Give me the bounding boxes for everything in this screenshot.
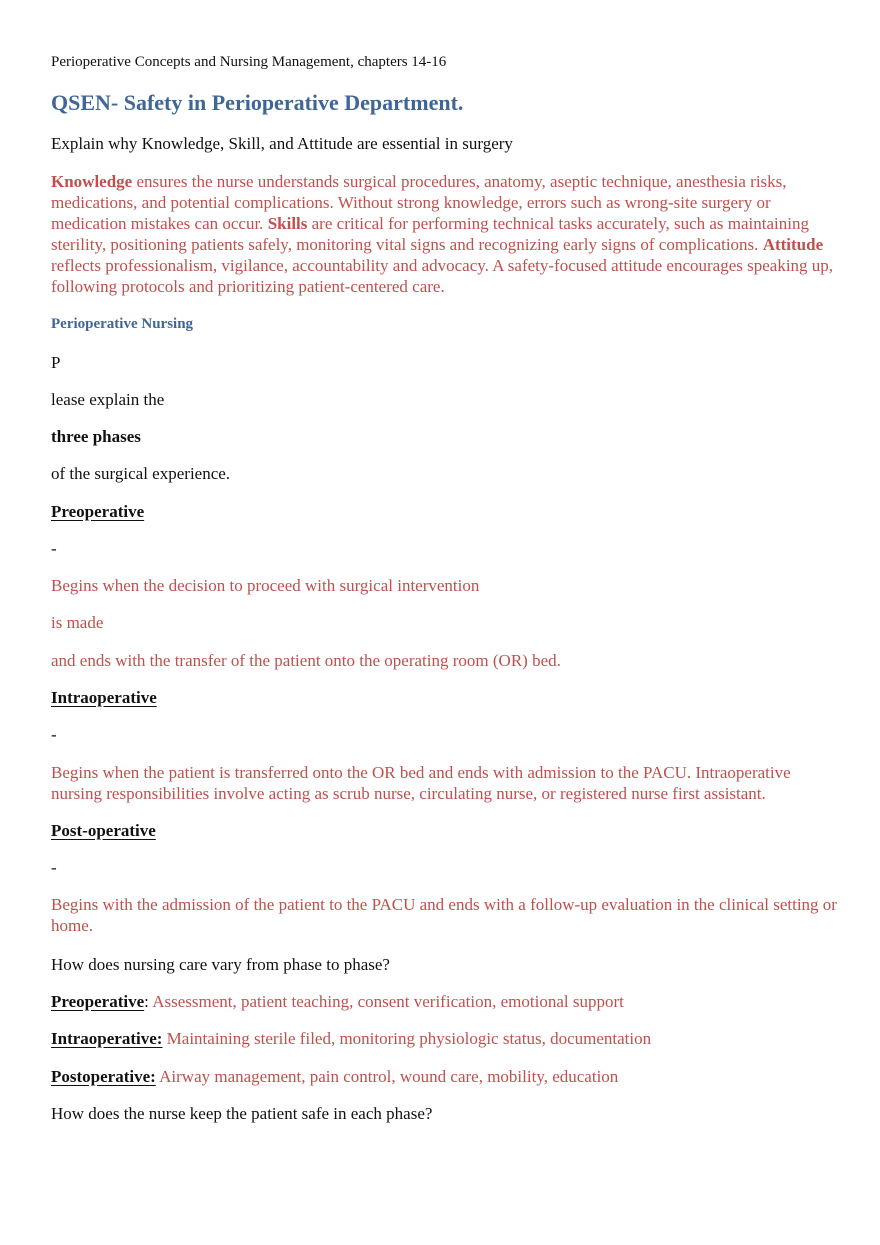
care-item-postoperative: [51, 1066, 840, 1087]
intraoperative-heading: Intraoperative: [51, 688, 157, 707]
prompt-of-surgical: of the surgical experience.: [51, 464, 231, 483]
attitude-term: Attitude: [762, 235, 824, 254]
care-text: Assessment, patient teaching, consent verification, emotional support: [148, 992, 624, 1011]
postoperative-heading: Post-operative: [51, 821, 156, 840]
prompt-lease: lease explain the: [51, 390, 165, 409]
preoperative-line-1: Begins when the decision to proceed with surgical intervention: [51, 576, 480, 595]
prompt-three-phases: three phases: [51, 427, 141, 446]
section-heading: Perioperative Nursing: [51, 316, 194, 332]
question-care-variation: How does nursing care vary from phase to phase?: [51, 955, 390, 974]
care-item-preoperative: [51, 991, 840, 1012]
question-ksa: Explain why Knowledge, Skill, and Attitude are essential in surgery: [51, 134, 513, 153]
care-label: Preoperative: [51, 992, 145, 1011]
question-patient-safety: How does the nurse keep the patient safe in each phase?: [51, 1104, 433, 1123]
answer-ksa: [51, 171, 840, 297]
preoperative-heading: Preoperative: [51, 502, 145, 521]
prompt-p: P: [51, 353, 61, 372]
intraoperative-text: Begins when the patient is transferred onto the OR bed and ends with admission to the PACU. Intraoperative nursing responsibilities involve acting as scrub nurse, circulating nurse, or registered nurse first assistant.: [51, 763, 791, 803]
care-separator: :: [144, 992, 149, 1011]
preoperative-line-3: and ends with the transfer of the patient onto the operating room (OR) bed.: [51, 651, 561, 670]
preoperative-dash: -: [51, 539, 57, 558]
postoperative-dash: -: [51, 858, 57, 877]
care-label: Intraoperative:: [51, 1029, 163, 1048]
care-text: Maintaining sterile filed, monitoring physiologic status, documentation: [162, 1029, 652, 1048]
page-title: QSEN- Safety in Perioperative Department.: [51, 90, 464, 115]
skills-term: Skills: [267, 214, 308, 233]
preoperative-line-2: is made: [51, 613, 104, 632]
intraoperative-dash: -: [51, 725, 57, 744]
care-label: Postoperative:: [51, 1067, 156, 1086]
attitude-text: reflects professionalism, vigilance, accountability and advocacy. A safety-focused attitude encourages speaking up, following protocols and prioritizing patient-centered care.: [51, 256, 834, 296]
knowledge-text: ensures the nurse understands surgical procedures, anatomy, aseptic technique, anesthesia risks, medications, and potential complications. Without strong knowledge, errors such as wrong-site surgery or medication mistakes can occur.: [51, 172, 787, 233]
care-text: Airway management, pain control, wound care, mobility, education: [155, 1067, 619, 1086]
knowledge-term: Knowledge: [51, 172, 133, 191]
postoperative-text: Begins with the admission of the patient to the PACU and ends with a follow-up evaluation in the clinical setting or home.: [51, 895, 837, 935]
care-item-intraoperative: [51, 1028, 840, 1049]
page-header: Perioperative Concepts and Nursing Management, chapters 14-16: [51, 54, 447, 70]
skills-text: are critical for performing technical tasks accurately, such as maintaining sterility, positioning patients safely, monitoring vital signs and recognizing early signs of complications.: [51, 214, 809, 254]
